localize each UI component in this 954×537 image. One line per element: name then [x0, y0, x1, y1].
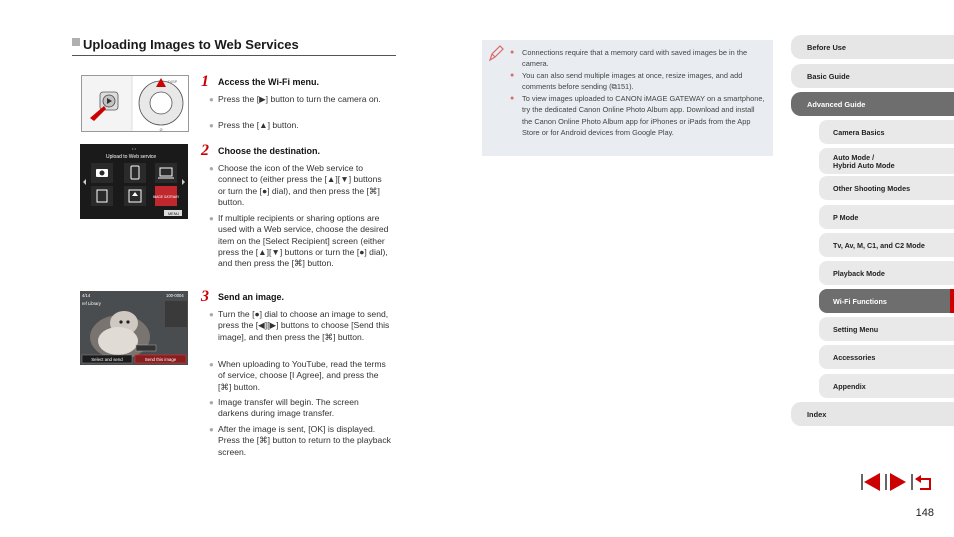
back-return-icon[interactable] [912, 474, 930, 490]
camera-buttons-illustration [81, 75, 189, 132]
previous-page-icon[interactable] [862, 473, 880, 491]
select-and-send-button[interactable]: Select and send [91, 357, 123, 362]
note-item-3: ● To view images uploaded to CANON iMAGE GATEWAY on a smartphone, try the dedicated Canon Online Photo Album app. Download and install the Canon Online Photo Album app for iPhones or iPads from the App Store or for Android devices from Google Play. [510, 94, 765, 138]
step-3-bullet-4: ● After the image is sent, [OK] is displayed. Press the [⌘] button to return to the playback screen. [209, 424, 391, 457]
image-gateway-label: IMAGE GATEWAY [152, 195, 180, 199]
note-item-2: ● You can also send multiple images at once, resize images, and add comments before sending (⧉151). [510, 71, 743, 92]
pencil-icon [488, 44, 504, 62]
next-page-icon[interactable] [886, 473, 906, 491]
step-2-heading: Choose the destination. [218, 146, 321, 156]
sidebar-item-auto-mode[interactable]: Auto Mode / Hybrid Auto Mode [819, 148, 954, 174]
step-2-number: 2 [201, 142, 209, 159]
sidebar-item-camera-basics[interactable]: Camera Basics [819, 120, 954, 144]
step-3-bullet-3: ● Image transfer will begin. The screen darkens during image transfer. [209, 397, 359, 419]
sidebar-item-setting-menu[interactable]: Setting Menu [819, 317, 954, 341]
sidebar-item-advanced-guide[interactable]: Advanced Guide [791, 92, 954, 116]
sidebar-item-before-use[interactable]: Before Use [791, 35, 954, 59]
camera-back-svg [82, 76, 189, 132]
dial-top-label: DISP [168, 79, 178, 84]
step-2-bullet-2: ● If multiple recipients or sharing options are used with a Web service, choose the desired item on the [Select Recipient] screen (either press the [▲][▼] buttons or turn the [●] dial), and then press the [⌘] button. [209, 213, 389, 269]
step-1-number: 1 [201, 73, 209, 90]
step-3-bullet-2: ● When uploading to YouTube, read the terms of service, choose [I Agree], and press the [⌘] button. [209, 359, 386, 392]
upload-screen-svg [80, 144, 188, 219]
step-1-heading: Access the Wi-Fi menu. [218, 77, 319, 87]
section-title-bar [72, 36, 396, 56]
sidebar-item-tv-av-m-mode[interactable]: Tv, Av, M, C1, and C2 Mode [819, 233, 954, 257]
send-this-image-button[interactable]: Send this image [144, 357, 177, 362]
note-box [482, 40, 773, 156]
sidebar-item-basic-guide[interactable]: Basic Guide [791, 64, 954, 88]
sidebar-item-other-shooting-modes[interactable]: Other Shooting Modes [819, 176, 954, 200]
step-2-bullet-1: ● Choose the icon of the Web service to connect to (either press the [▲][▼] buttons or turn the [●] dial), and then press the [⌘] button. [209, 163, 382, 207]
sidebar-item-p-mode[interactable]: P Mode [819, 205, 954, 229]
upload-web-service-screen [80, 144, 188, 219]
album-name: ref Library [82, 301, 101, 306]
step-3-number: 3 [201, 288, 209, 305]
page-navigation [860, 472, 934, 492]
sidebar-item-index[interactable]: Index [791, 402, 954, 426]
send-screen-svg [80, 291, 188, 365]
sidebar-item-accessories[interactable]: Accessories [819, 345, 954, 369]
file-number: 100-0004 [166, 293, 184, 298]
sidebar-item-appendix[interactable]: Appendix [819, 374, 954, 398]
step-3-bullet-1: ● Turn the [●] dial to choose an image to send, press the [◀][▶] buttons to choose [Send this image], and then press the [⌘] button. [209, 309, 390, 342]
note-item-1: ● Connections require that a memory card with saved images be in the camera. [510, 48, 748, 69]
page-title: Uploading Images to Web Services [83, 37, 299, 52]
menu-label: MENU [168, 212, 180, 216]
page-navigation-svg [860, 472, 934, 492]
step-1-bullet-1: ● Press the [▶] button to turn the camera on. [209, 94, 381, 104]
sidebar-item-wifi-functions[interactable]: Wi-Fi Functions [819, 289, 954, 313]
screen-dots: • • [132, 146, 136, 151]
step-3-heading: Send an image. [218, 292, 285, 302]
page-number: 148 [915, 507, 934, 519]
sidebar-nav [791, 0, 954, 537]
upload-screen-title: Upload to Web service [106, 154, 157, 160]
sidebar-item-playback-mode[interactable]: Playback Mode [819, 261, 954, 285]
dial-bottom-label: ⊘ [159, 127, 163, 132]
send-image-screen [80, 291, 188, 365]
title-square-icon [72, 38, 80, 46]
image-counter: 4/14 [82, 293, 91, 298]
step-1-bullet-2: ● Press the [▲] button. [209, 120, 299, 130]
